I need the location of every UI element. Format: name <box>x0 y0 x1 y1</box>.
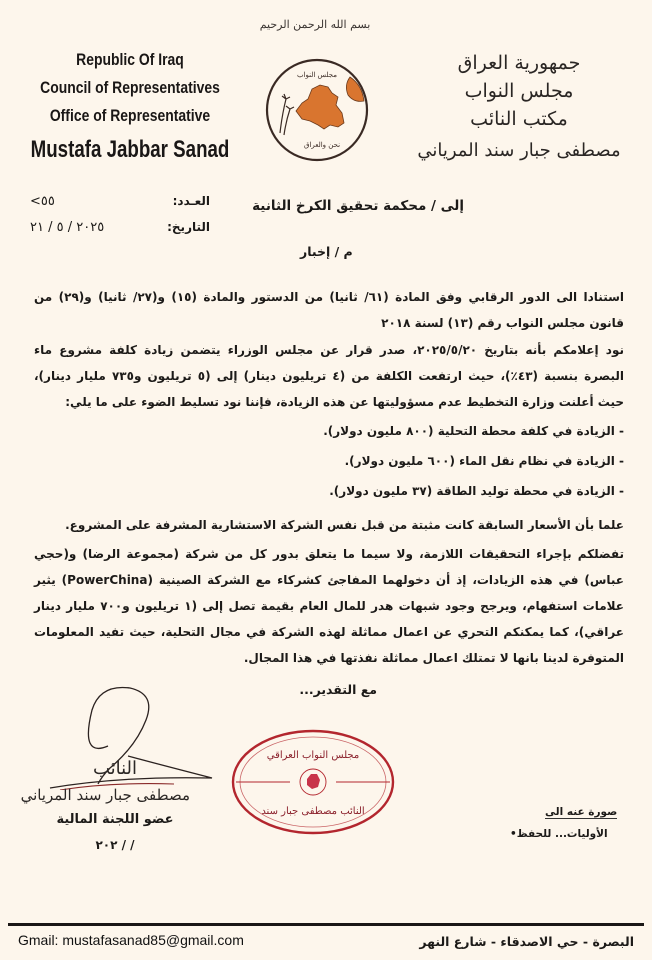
signature-title: النائب <box>92 758 138 779</box>
date-value: ٢٠٢٥ / ٥ / ٢١ <box>30 220 105 235</box>
emblem-bottom-text: نحن والعراق <box>303 141 341 149</box>
number-row <box>30 194 210 214</box>
recipient-line: إلى / محكمة تحقيق الكرخ الثانية <box>252 198 464 214</box>
subject-line: م / إخبار <box>300 244 353 259</box>
header-arabic-line1: جمهورية العراق <box>457 52 581 74</box>
emblem-top-text: مجلس النواب <box>296 71 338 79</box>
closing-regards: مع التقدير... <box>299 682 377 697</box>
number-label: العـدد: <box>172 194 210 208</box>
footer-email: Gmail: mustafasanad85@gmail.com <box>18 932 244 948</box>
header-arabic-line2: مجلس النواب <box>464 80 574 102</box>
header-english-line1: Republic Of Iraq <box>76 50 184 69</box>
header-arabic-line3: مكتب النائب <box>470 108 568 130</box>
copy-to-label: صورة عنه الى <box>545 806 618 818</box>
list-item: - الزيادة في نظام نقل الماء (٦٠٠ مليون دولار). <box>344 454 624 468</box>
parliament-emblem-logo <box>262 55 372 165</box>
stamp-top-text: مجلس النواب العراقي <box>266 750 360 761</box>
header-english-line2: Council of Representatives <box>40 78 220 97</box>
footer-address: البصرة - حي الاصدقاء - شارع النهر <box>419 934 634 949</box>
stamp-bottom-text: النائب مصطفى جبار سند <box>261 806 365 817</box>
bullet-icon: • <box>510 828 517 840</box>
paragraph-cost-increase: نود إعلامكم بأنه بتاريخ ٢٠٢٥/٥/٢٠، صدر قرار عن مجلس الوزراء يتضمن زيادة كلفة مشروع ماء البصرة بنسبة (٤٣٪)، حيث ارتفعت الكلفة من (٤ تريليون دينار) إلى (٥ تريليون و٧٣٥ مليار دينار)، حيث أعلنت وزارة التخطيط عدم مسؤوليتها عن هذه الزيادة، فإننا نود تسليط الضوء على ما يلي: <box>34 343 624 409</box>
signature-role: عضو اللجنة المالية <box>56 812 174 827</box>
basmala: بسم الله الرحمن الرحيم <box>259 18 371 31</box>
increase-list <box>34 420 624 510</box>
paragraph-prior-prices: علما بأن الأسعار السابقة كانت مثبتة من قبل نفس الشركة الاستشارية المشرفة على المشروع. <box>65 518 624 532</box>
header-english-name: Mustafa Jabbar Sanad <box>30 136 230 163</box>
date-label: التاريخ: <box>167 220 210 234</box>
date-row <box>30 220 210 240</box>
header-english-line3: Office of Representative <box>49 106 211 125</box>
paragraph-investigation-request: تفضلكم بإجراء التحقيقات اللازمة، ولا سيما ما يتعلق بدور كل من شركة (مجموعة الرضا) و(حجي عباس) في هذه الزيادات، إذ أن دخولهما المفاجئ كشركاء مع الشركة الصينية (PowerChina) يثير علامات استفهام، ويرجح وجود شبهات هدر للمال العام بقيمة تصل إلى (١ تريليون و٧٠٠ مليار دينار عراقي)، كما يمكنكم التحري عن اعمال مماثلة لهذه الشركة في مجال التحلية، حيث تفيد المعلومات المتوفرة لدينا بانها لا تمتلك اعمال مماثلة نفذتها في هذا المجال. <box>34 547 624 665</box>
copy-to-item <box>500 828 608 840</box>
list-item: - الزيادة في كلفة محطة التحلية (٨٠٠ مليون دولار). <box>323 424 624 438</box>
list-item: - الزيادة في محطة توليد الطاقة (٣٧ مليون دولار). <box>329 484 624 498</box>
footer-divider <box>8 923 644 926</box>
paragraph-legal-basis: استنادا الى الدور الرقابي وفق المادة (٦١/ ثانيا) من الدستور والمادة (١٥) و(٢٧/ ثانيا) و(٢٩) من قانون مجلس النواب رقم (١٣) لسنة ٢٠١٨ <box>34 290 625 330</box>
signature-name: مصطفى جبار سند المرياني <box>20 786 190 804</box>
official-stamp <box>228 726 398 838</box>
header-arabic-name: مصطفى جبار سند المرياني <box>417 140 621 161</box>
signature-date: ٢٠٢ / / <box>95 838 135 852</box>
number-value: <٥٥ <box>30 194 55 209</box>
copy-to-item-text: الأوليات... للحفظ <box>516 828 608 840</box>
